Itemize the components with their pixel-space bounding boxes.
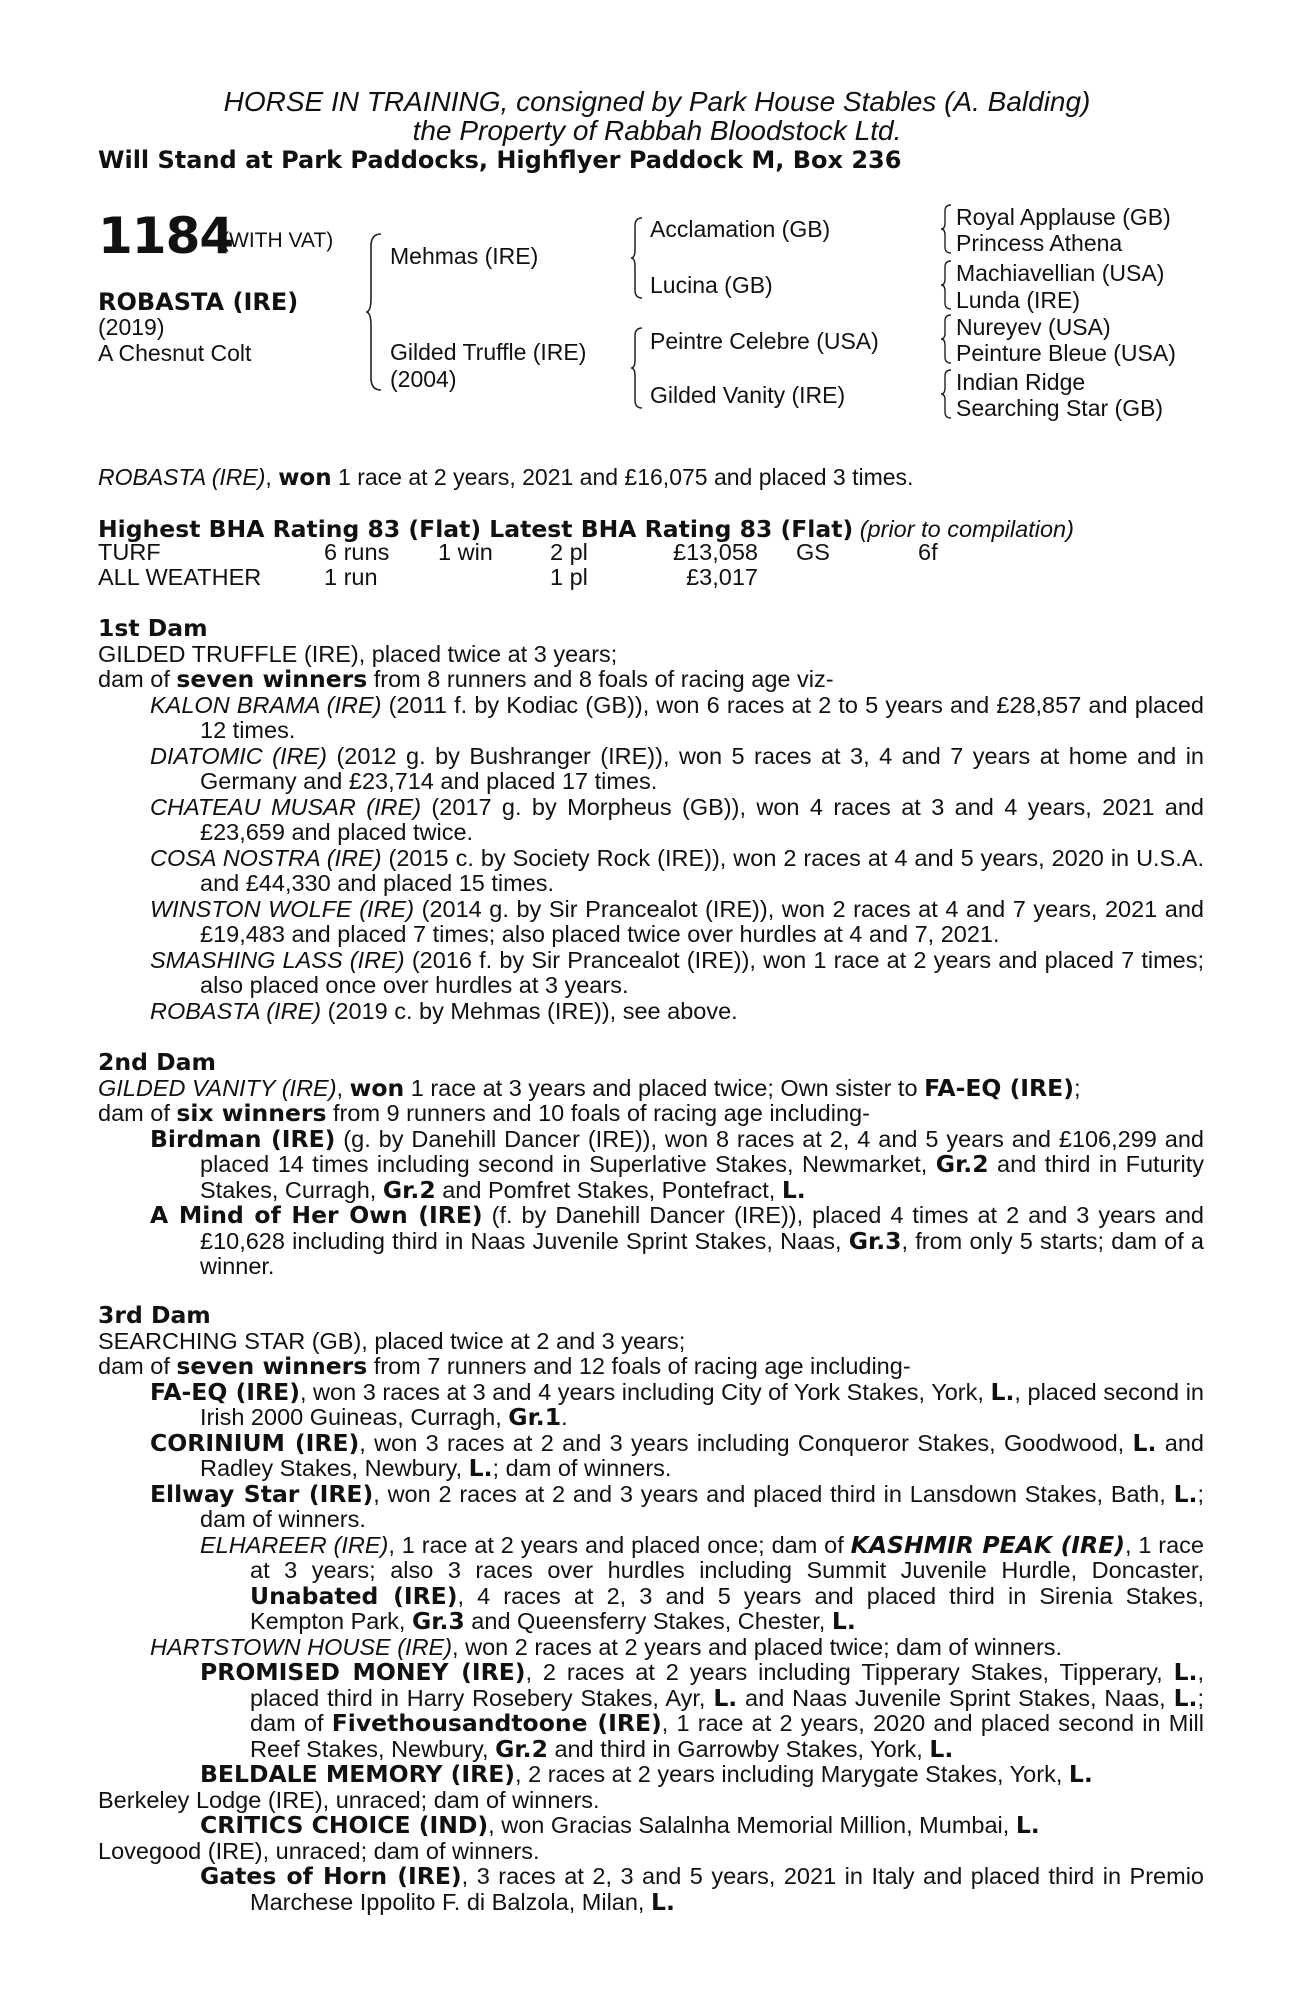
pedigree-dam: Gilded Truffle (IRE) xyxy=(390,339,587,365)
lovegood-produce xyxy=(98,1864,1204,1915)
header-property: the Property of Rabbah Bloodstock Ltd. xyxy=(412,115,902,146)
progeny-item: CRITICS CHOICE (IND), won Gracias Salalnha Memorial Million, Mumbai, L. xyxy=(200,1811,1040,1839)
pedigree-sire-dam: Lucina (GB) xyxy=(650,272,773,298)
third-dam-heading: 3rd Dam xyxy=(98,1301,211,1329)
progeny-item: Birdman (IRE) (g. by Danehill Dancer (IRE)), won 8 races at 2, 4 and 5 years and £106,299 and placed 14 times including second in Superlative Stakes, Newmarket, Gr.2 and third in Futurity Stakes, Curragh, Gr.2 and Pomfret Stakes, Pontefract, L. xyxy=(150,1124,1204,1204)
pedigree-ssd: Princess Athena xyxy=(956,230,1123,256)
summary-horse-name: ROBASTA (IRE) xyxy=(98,464,266,490)
progeny-item: HARTSTOWN HOUSE (IRE), won 2 races at 2 years and placed twice; dam of winners. xyxy=(150,1633,1063,1660)
pedigree-sire: Mehmas (IRE) xyxy=(390,243,539,269)
summary-won: won xyxy=(278,465,332,491)
pedigree-sire-sire: Acclamation (GB) xyxy=(650,216,831,242)
ratings-row-turf xyxy=(98,540,958,565)
progeny-item: CHATEAU MUSAR (IRE) (2017 g. by Morpheus (GB)), won 4 races at 3 and 4 years, 2021 and £23,659 and placed twice. xyxy=(150,793,1204,845)
pedigree-brace-ds xyxy=(940,313,952,365)
progeny-item: COSA NOSTRA (IRE) (2015 c. by Society Rock (IRE)), won 2 races at 4 and 5 years, 2020 in U.S.A. and £44,330 and placed 15 times. xyxy=(150,844,1204,896)
pedigree-dam-year: (2004) xyxy=(390,366,457,392)
progeny-item: ROBASTA (IRE) (2019 c. by Mehmas (IRE)), see above. xyxy=(150,997,738,1024)
race-summary: ROBASTA (IRE), won 1 race at 2 years, 2021 and £16,075 and placed 3 times. xyxy=(98,464,914,491)
berkeley-lodge-produce xyxy=(98,1813,1204,1839)
first-dam-progeny-list xyxy=(98,693,1204,1025)
pedigree-dam-sire: Peintre Celebre (USA) xyxy=(650,328,879,354)
second-dam-produce-line: dam of six winners from 9 runners and 10 foals of racing age including- xyxy=(98,1099,870,1127)
progeny-item: ELHAREER (IRE), 1 race at 2 years and placed once; dam of KASHMIR PEAK (IRE), 1 race at 3 years; also 3 races over hurdles including Summit Juvenile Hurdle, Doncaster, Unabated (IRE), 4 races at 2, 3 and 5 years and placed third in Sirenia Stakes, Kempton Park, Gr.3 and Queensferry Stakes, Chester, L. xyxy=(200,1530,1205,1635)
horse-name: ROBASTA (IRE) xyxy=(98,288,299,316)
third-dam-line: SEARCHING STAR (GB), placed twice at 2 and 3 years; xyxy=(98,1327,686,1354)
pedigree-dsd: Peinture Bleue (USA) xyxy=(956,340,1176,366)
horse-year: (2019) xyxy=(98,314,165,340)
third-dam-produce-line: dam of seven winners from 7 runners and 12 foals of racing age including- xyxy=(98,1352,911,1380)
ratings-going: GS xyxy=(796,539,830,565)
ratings-distance: 6f xyxy=(918,539,938,565)
progeny-item: FA-EQ (IRE), won 3 races at 3 and 4 years including City of York Stakes, York, L., placed second in Irish 2000 Guineas, Curragh, Gr.1. xyxy=(150,1377,1204,1431)
summary-text: 1 race at 2 years, 2021 and £16,075 and placed 3 times. xyxy=(331,464,914,490)
second-dam-section xyxy=(98,1050,1204,1280)
progeny-item: PROMISED MONEY (IRE), 2 races at 2 years including Tipperary Stakes, Tipperary, L., placed third in Harry Rosebery Stakes, Ayr, L. and Naas Juvenile Sprint Stakes, Naas, L.; dam of Fivethousandtoone (IRE), 1 race at 2 years, 2020 and placed second in Mill Reef Stakes, Newbury, Gr.2 and third in Garrowby Stakes, York, L. xyxy=(200,1658,1204,1763)
ratings-wins xyxy=(438,565,550,590)
second-dam-heading: 2nd Dam xyxy=(98,1048,216,1076)
progeny-item: Ellway Star (IRE), won 2 races at 2 and 3 years and placed third in Lansdown Stakes, Bath, L.; dam of winners. xyxy=(150,1479,1204,1532)
progeny-item: SMASHING LASS (IRE) (2016 f. by Sir Prancealot (IRE)), won 1 race at 2 years and placed 7 times; also placed once over hurdles at 3 years. xyxy=(150,946,1204,998)
ratings-runs: 6 runs xyxy=(324,539,390,565)
first-dam-line: GILDED TRUFFLE (IRE), placed twice at 3 years; xyxy=(98,640,618,667)
first-dam-heading: 1st Dam xyxy=(98,614,208,642)
second-dam-progeny-list xyxy=(98,1124,1204,1280)
horse-description: A Chesnut Colt xyxy=(98,340,252,366)
ellway-star-produce xyxy=(150,1530,1205,1635)
second-dam-line: GILDED VANITY (IRE), won 1 race at 3 years and placed twice; Own sister to FA-EQ (IRE); xyxy=(98,1073,1081,1102)
ratings-surface: ALL WEATHER xyxy=(98,564,262,590)
progeny-item: CORINIUM (IRE), won 3 races at 2 and 3 years including Conqueror Stakes, Goodwood, L. and Radley Stakes, Newbury, L.; dam of winners. xyxy=(150,1428,1204,1482)
first-dam-produce-line: dam of seven winners from 8 runners and 8 foals of racing age viz- xyxy=(98,665,834,693)
pedigree-brace-sd xyxy=(940,259,952,311)
first-dam-section xyxy=(98,616,1204,1024)
ratings-places: 2 pl xyxy=(550,539,588,565)
ratings-earnings: £3,017 xyxy=(686,564,758,590)
ratings-distance xyxy=(918,565,958,590)
berkeley-lodge-line: Berkeley Lodge (IRE), unraced; dam of winners. xyxy=(98,1786,600,1813)
progeny-item: A Mind of Her Own (IRE) (f. by Danehill Dancer (IRE)), placed 4 times at 2 and 3 years and £10,628 including third in Naas Juvenile Sprint Stakes, Naas, Gr.3, from only 5 starts; dam of a winner. xyxy=(150,1201,1204,1279)
third-dam-section xyxy=(98,1303,1204,1915)
ratings-wins: 1 win xyxy=(438,539,493,565)
pedigree-sds: Machiavellian (USA) xyxy=(956,260,1165,286)
progeny-item: DIATOMIC (IRE) (2012 g. by Bushranger (IRE)), won 5 races at 3, 4 and 7 years at home and in Germany and £23,714 and placed 17 times. xyxy=(150,742,1204,794)
pedigree-dam-dam: Gilded Vanity (IRE) xyxy=(650,382,846,408)
pedigree-sss: Royal Applause (GB) xyxy=(956,204,1171,230)
header-location: Will Stand at Park Paddocks, Highflyer Paddock M, Box 236 xyxy=(98,146,902,174)
ratings-table xyxy=(98,540,958,590)
ratings-runs: 1 run xyxy=(324,564,378,590)
pedigree-ddd: Searching Star (GB) xyxy=(956,395,1164,421)
header-consignor: HORSE IN TRAINING, consigned by Park House Stables (A. Balding) xyxy=(223,86,1091,117)
ratings-going xyxy=(758,565,918,590)
ratings-row-aw xyxy=(98,565,958,590)
pedigree-brace-main xyxy=(365,232,383,392)
lovegood-line: Lovegood (IRE), unraced; dam of winners. xyxy=(98,1837,540,1864)
ratings-places: 1 pl xyxy=(550,564,588,590)
ratings-highest: Highest BHA Rating 83 (Flat) Latest BHA Rating 83 (Flat) xyxy=(98,515,854,543)
progeny-item: KALON BRAMA (IRE) (2011 f. by Kodiac (GB)), won 6 races at 2 to 5 years and £28,857 and placed 12 times. xyxy=(150,691,1205,743)
ratings-surface: TURF xyxy=(98,539,161,565)
lot-number: 1184 xyxy=(98,207,234,265)
progeny-item: BELDALE MEMORY (IRE), 2 races at 2 years including Marygate Stakes, York, L. xyxy=(200,1760,1093,1788)
pedigree-dds: Indian Ridge xyxy=(956,369,1086,395)
progeny-item: Gates of Horn (IRE), 3 races at 2, 3 and 5 years, 2021 in Italy and placed third in Premio Marchese Ippolito F. di Balzola, Milan, L. xyxy=(200,1862,1204,1916)
ratings-earnings: £13,058 xyxy=(673,539,758,565)
hartstown-house-produce xyxy=(150,1660,1204,1788)
pedigree-brace-dam xyxy=(630,326,644,410)
progeny-item: WINSTON WOLFE (IRE) (2014 g. by Sir Prancealot (IRE)), won 2 races at 4 and 7 years, 2021 and £19,483 and placed 7 times; also placed twice over hurdles at 4 and 7, 2021. xyxy=(150,895,1204,947)
ratings-note: (prior to compilation) xyxy=(859,516,1074,542)
pedigree-brace-sire xyxy=(630,216,644,300)
pedigree-dss: Nureyev (USA) xyxy=(956,314,1111,340)
lot-vat: (WITH VAT) xyxy=(222,229,334,252)
pedigree-brace-ss xyxy=(940,203,952,255)
third-dam-progeny-list xyxy=(98,1377,1205,1788)
pedigree-sdd: Lunda (IRE) xyxy=(956,287,1081,313)
pedigree-brace-dd xyxy=(940,368,952,420)
